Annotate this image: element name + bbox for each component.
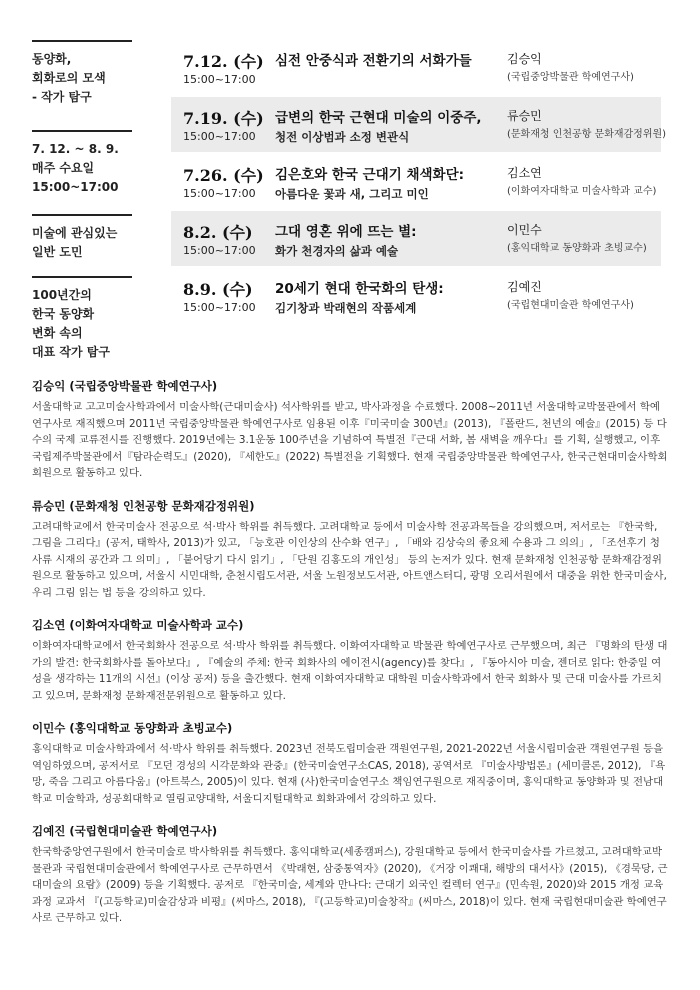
- course-topic-block: [32, 276, 132, 362]
- lecture-time: 15:00~17:00: [183, 187, 256, 200]
- bio-heading: 김소연 (이화여자대학교 미술사학과 교수): [32, 618, 244, 632]
- lecture-title: 심전 안중식과 전환기의 서화가들: [275, 53, 472, 69]
- lecturer-bios: [32, 378, 668, 943]
- course-period-line: 7. 12. ~ 8. 9.: [32, 142, 119, 156]
- bio-heading: 김승익 (국립중앙박물관 학예연구사): [32, 379, 218, 393]
- course-topic-line: 대표 작가 탐구: [32, 345, 110, 359]
- course-topic-line: 한국 동양화: [32, 307, 95, 321]
- lecturer-affiliation: (이화여자대학교 미술사학과 교수): [507, 186, 657, 197]
- bio-section: [32, 498, 668, 602]
- lecture-title: 급변의 한국 근현대 미술의 이중주,: [275, 110, 482, 126]
- bio-section: [32, 823, 668, 927]
- lecture-schedule: [171, 40, 667, 325]
- bio-section: [32, 617, 668, 704]
- bio-heading: 류승민 (문화재청 인천공항 문화재감정위원): [32, 498, 255, 513]
- course-audience-block: [32, 214, 132, 266]
- lecture-time: 15:00~17:00: [183, 301, 256, 314]
- lecture-subtitle: 청전 이상범과 소정 변관식: [275, 130, 410, 144]
- lecturer-affiliation: (국립중앙박물관 학예연구사): [507, 72, 634, 83]
- lecturer-name: 김소연: [507, 166, 542, 180]
- bio-section: [32, 378, 668, 482]
- schedule-row: [171, 211, 661, 266]
- lecture-date: 7.19. (수): [183, 109, 264, 128]
- course-period-line: 매주 수요일: [32, 161, 95, 175]
- lecture-subtitle: 김기창과 박래현의 작품세계: [275, 301, 417, 315]
- schedule-row: [171, 268, 661, 323]
- lecture-time: 15:00~17:00: [183, 130, 256, 143]
- lecture-title: 김은호와 한국 근대기 채색화단:: [275, 167, 465, 183]
- lecturer-name: 김예진: [507, 280, 542, 294]
- course-period-block: [32, 130, 132, 204]
- lecture-date: 8.9. (수): [183, 280, 253, 299]
- course-audience-line: 미술에 관심있는: [32, 226, 118, 240]
- course-title-line: - 작가 탐구: [32, 90, 92, 104]
- schedule-row: [171, 154, 661, 209]
- bio-heading: 김예진 (국립현대미술관 학예연구사): [32, 824, 218, 838]
- lecture-subtitle: 아름다운 꽃과 새, 그리고 미인: [275, 187, 429, 201]
- schedule-row: [171, 40, 661, 95]
- lecture-title: 20세기 현대 한국화의 탄생:: [275, 281, 444, 297]
- bio-heading: 이민수 (홍익대학교 동양화과 초빙교수): [32, 721, 233, 735]
- bio-section: [32, 720, 668, 807]
- lecture-date: 7.26. (수): [183, 166, 264, 185]
- bio-text: 한국학중앙연구원에서 한국미술로 박사학위를 취득했다. 홍익대학교(세종캠퍼스), 강원대학교 등에서 한국미술사를 가르쳤고, 고려대학교박물관과 국립현대미술관에서 학예연구사로 근무하면서 《박래현, 삼중통역자》(2020), 《거장 이쾌대, 해방의 대서사》(2015), 《경묵당, 근대미술의 요람》(2009) 등을 기획했다. 공저로 『한국미술, 세계와 만나다: 근대기 외국인 컬렉터 연구』(민속원, 2020)와 2015 개정 교육과정 교과서 『(고등학교)미술감상과 비평』(씨마스, 2018), 『(고등학교)미술창작』(씨마스, 2018)이 있다. 현재 국립현대미술관 학예연구사로 근무하고 있다.: [32, 846, 668, 924]
- lecturer-name: 이민수: [507, 223, 542, 237]
- schedule-row: [171, 97, 667, 152]
- sidebar: [32, 40, 132, 372]
- course-title-line: 회화로의 모색: [32, 71, 106, 85]
- lecture-date: 8.2. (수): [183, 223, 253, 242]
- lecturer-affiliation: (국립현대미술관 학예연구사): [507, 300, 634, 311]
- lecture-title: 그대 영혼 위에 뜨는 별:: [275, 224, 417, 240]
- lecture-time: 15:00~17:00: [183, 244, 256, 257]
- lecturer-name: 류승민: [507, 109, 542, 123]
- course-topic-line: 100년간의: [32, 288, 92, 302]
- course-audience-line: 일반 도민: [32, 245, 83, 259]
- lecture-time: 15:00~17:00: [183, 73, 256, 86]
- bio-text: 이화여자대학교에서 한국회화사 전공으로 석·박사 학위를 취득했다. 이화여자대학교 박물관 학예연구사로 근무했으며, 최근 『명화의 탄생 대가의 발견: 한국회화사를 돌아보다』, 『예술의 주체: 한국 회화사의 에이전시(agency)를 찾다』, 『동아시아 미술, 젠더로 읽다: 한중일 여성을 생각하는 11개의 시선』(이상 공저) 등을 출간했다. 현재 이화여자대학교 대학원 미술사학과에서 한국 회화사 및 근대 미술사를 가르치고 있으며, 문화재청 문화재전문위원으로 활동하고 있다.: [32, 640, 668, 702]
- lecture-subtitle: 화가 천경자의 삶과 예술: [275, 244, 399, 258]
- bio-text: 서울대학교 고고미술사학과에서 미술사학(근대미술사) 석사학위를 받고, 박사과정을 수료했다. 2008~2011년 서울대학교박물관에서 학예연구사로 재직했으며 2011년 국립중앙박물관 학예연구사로 임용된 이후『미국미술 300년』(2013), 『폴란드, 천년의 예술』(2015) 등 다수의 국제 교류전시를 진행했다. 2019년에는 3.1운동 100주년을 기념하여 특별전『근대 서화, 봄 새벽을 깨우다』를 기획, 실행했고, 이후 국립제주박물관에서『탐라순력도』(2020), 『세한도』(2022) 특별전을 기획했다. 현재 국립중앙박물관 학예연구사, 한국근현대미술사학회 회원으로 활동하고 있다.: [32, 401, 668, 479]
- lecturer-name: 김승익: [507, 52, 542, 66]
- course-period-line: 15:00~17:00: [32, 180, 119, 194]
- lecturer-affiliation: (문화재청 인천공항 문화재감정위원): [507, 129, 667, 140]
- lecturer-affiliation: (홍익대학교 동양화과 초빙교수): [507, 243, 647, 254]
- bio-text: 홍익대학교 미술사학과에서 석·박사 학위를 취득했다. 2023년 전북도립미술관 객원연구원, 2021-2022년 서울시립미술관 객원연구원 등을 역임하였으며, 공저서로 『모던 경성의 시각문화와 관중』(한국미술연구소CAS, 2018), 공역서로 『미술사방법론』(세미콜론, 2012), 『욕망, 죽음 그리고 아름다움』(아트북스, 2005)이 있다. 현재 (사)한국미술연구소 책임연구원으로 재직중이며, 홍익대학교 동양화과 및 전남대학교 미술학과, 성공회대학교 열림교양대학, 서울디지털대학교 회화과에서 강의하고 있다.: [32, 743, 666, 805]
- bio-text: 고려대학교에서 한국미술사 전공으로 석·박사 학위를 취득했다. 고려대학교 등에서 미술사학 전공과목들을 강의했으며, 저서로는 『한국학, 그림을 그리다』(공저, 태학사, 2013)가 있고, 「능호관 이인상의 산수화 연구」, 「배와 김상숙의 좋요체 수용과 그 의의」, 「조선후기 청사류 시재의 공간과 그 의미」, 「붙어당기 다시 읽기」, 「단원 김홍도의 개인성」 등의 논저가 있다. 현재 문화재청 인천공항 문화재감정위원으로 활동하고 있으며, 서울시 시민대학, 춘천시립도서관, 서울 노원정보도서관, 아트앤스터디, 광명 오리서원에서 대중을 위한 한국미술사, 우리 그림 읽는 법 등을 강의하고 있다.: [32, 520, 667, 599]
- course-title-line: 동양화,: [32, 52, 72, 66]
- lecture-date: 7.12. (수): [183, 52, 264, 71]
- course-topic-line: 변화 속의: [32, 326, 83, 340]
- course-title-block: [32, 40, 132, 120]
